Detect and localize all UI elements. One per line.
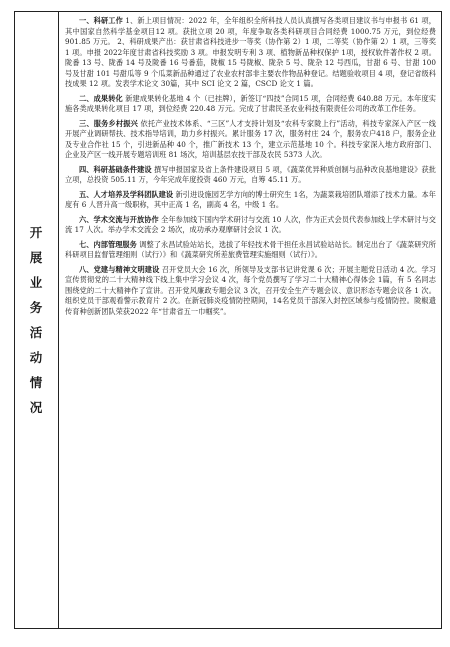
section-heading: 六、学术交流与开放协作 [79, 214, 159, 224]
section-body: 召开党员大会 16 次，所领导及支部书记讲党课 6 次；开展主题党日活动 4 次。学习宣传贯彻党的二十大精神线下线上集中学习会议 4 次，每个党员撰写了学习二十大精神心得体会 1篇，有 5 名同志围绕党的二十大精神作了宣讲。召开党风廉政专题会议 3 次，召开安全生产专题会议、意识形态专题会议各 1 次。组织党员干部观看警示教育片 2 次。在新冠肺炎疫情防控期间，14名党员干部深入封控区域参与疫情防控。陇椒遗传育种创新团队荣获2022 年“甘肃省五一巾帼奖”。 [65, 264, 436, 316]
report-table [14, 11, 442, 629]
row-label [15, 220, 58, 420]
section-body: 撰写申报国家及省上条件建设项目 5 项，《蔬菜优异种质创制与品种改良基地建设》获批立项，总投资 505.11 万，今年完成年度投资 460 万元，自筹 45.11 万。 [65, 164, 436, 184]
section-heading: 五、人才培养及学科团队建设 [79, 189, 174, 199]
section-party-building [65, 265, 436, 318]
section-body: 全年参加线下国内学术研讨与交流 10 人次，作为正式会员代表参加线上学术研讨与交流 17 人次。举办学术交流会 2 场次，成功承办观摩研讨会议 1 次。 [65, 214, 436, 234]
report-page [14, 11, 442, 629]
section-academic-exchange [65, 215, 436, 236]
label-char: 动 [29, 350, 44, 365]
label-char: 况 [29, 400, 44, 415]
label-char: 展 [29, 250, 44, 265]
section-body: 新建成果转化基地 4 个（已挂牌），新签订“四技”合同15 项，合同经费 640.88 万元。本年度实施各类成果转化项目 17 项，到位经费 220.48 万元。完成了甘肃民圣农业科技有限责任公司的改革工作任务。 [65, 93, 436, 113]
label-char: 开 [29, 225, 44, 240]
section-heading: 一、科研工作 [79, 16, 123, 25]
section-heading: 七、内部管理服务 [79, 239, 137, 249]
section-talent [65, 190, 436, 211]
section-body: 新引进设施园艺学方向的博士研究生 1名，为蔬菜栽培团队增添了技术力量。本年度有 6 人晋升高一级职称，其中正高 1 名，副高 4 名，中级 1 名。 [65, 189, 436, 209]
section-research [65, 16, 436, 90]
section-rural-service [65, 119, 436, 161]
section-body: 调整了永昌试验站站长，选拔了年轻技术骨干担任永昌试验站站长。制定出台了《蔬菜研究所科研项目监督管理细则（试行）》和《蔬菜研究所差旅费管理实施细则（试行）》。 [65, 239, 436, 259]
section-achievement-transfer [65, 94, 436, 115]
content-cell [59, 12, 442, 629]
label-char: 务 [29, 300, 44, 315]
section-heading: 三、服务乡村振兴 [79, 118, 138, 128]
label-char: 业 [29, 275, 44, 290]
section-heading: 二、成果转化 [79, 93, 123, 103]
label-char: 情 [29, 375, 44, 390]
row-label-cell [15, 12, 59, 629]
section-internal-management [65, 240, 436, 261]
section-infrastructure [65, 165, 436, 186]
section-body: 依托产业技术体系、“三区”人才支持计划及“农科专家陇上行”活动，科技专家深入产区一线开展产业调研帮扶、技术指导培训，助力乡村振兴。累计服务 17 次，服务村庄 24 个，服务农户418 户，服务企业及专业合作社 15 个，引进新品种 40 个，推广新技术 13 个，建立示范基地 10 个。科技专家深入地方政府部门、企业及产区一线开展专题培训班 81 场次，培训基层农技干部及农民 5373 人次。 [65, 118, 436, 159]
section-heading: 八、党建与精神文明建设 [79, 264, 160, 274]
section-heading: 四、科研基础条件建设 [79, 164, 152, 174]
label-char: 活 [29, 325, 44, 340]
section-body: 1、新上项目情况：2022 年，全年组织全所科技人员认真撰写各类项目建议书与申报书 61 项，其中国家自然科学基金项目12 项。获批立项 20 项，年度争取各类科研项目合同经费 1000.75 万元，到位经费 901.85 万元。 2、科研成果产出：获甘肃省科技进步一等奖（协作第 2）1 项，二等奖（协作第 2）1 项，三等奖 1 项。申报 2022年度甘肃省科技奖励 3 项。申报发明专利 3 项、植物新品种权保护 1项，授权软件著作权 2 项。陇番 13 号、陇番 14 号及陇番 16 号番茄，陇椒 15 号陇椒、陇杂 5 号、陇杂 12 号西瓜，甘甜 6 号、甘甜 100 号及甘甜 101 号甜瓜等 9 个瓜菜新品种通过了农业农村部非主要农作物品种登记。结题验收项目 4 项，登记省级科技成果 12 项。发表学术论文 30篇，其中 SCI 论文 2 篇，CSCD 论文 1 篇。 [65, 16, 436, 88]
